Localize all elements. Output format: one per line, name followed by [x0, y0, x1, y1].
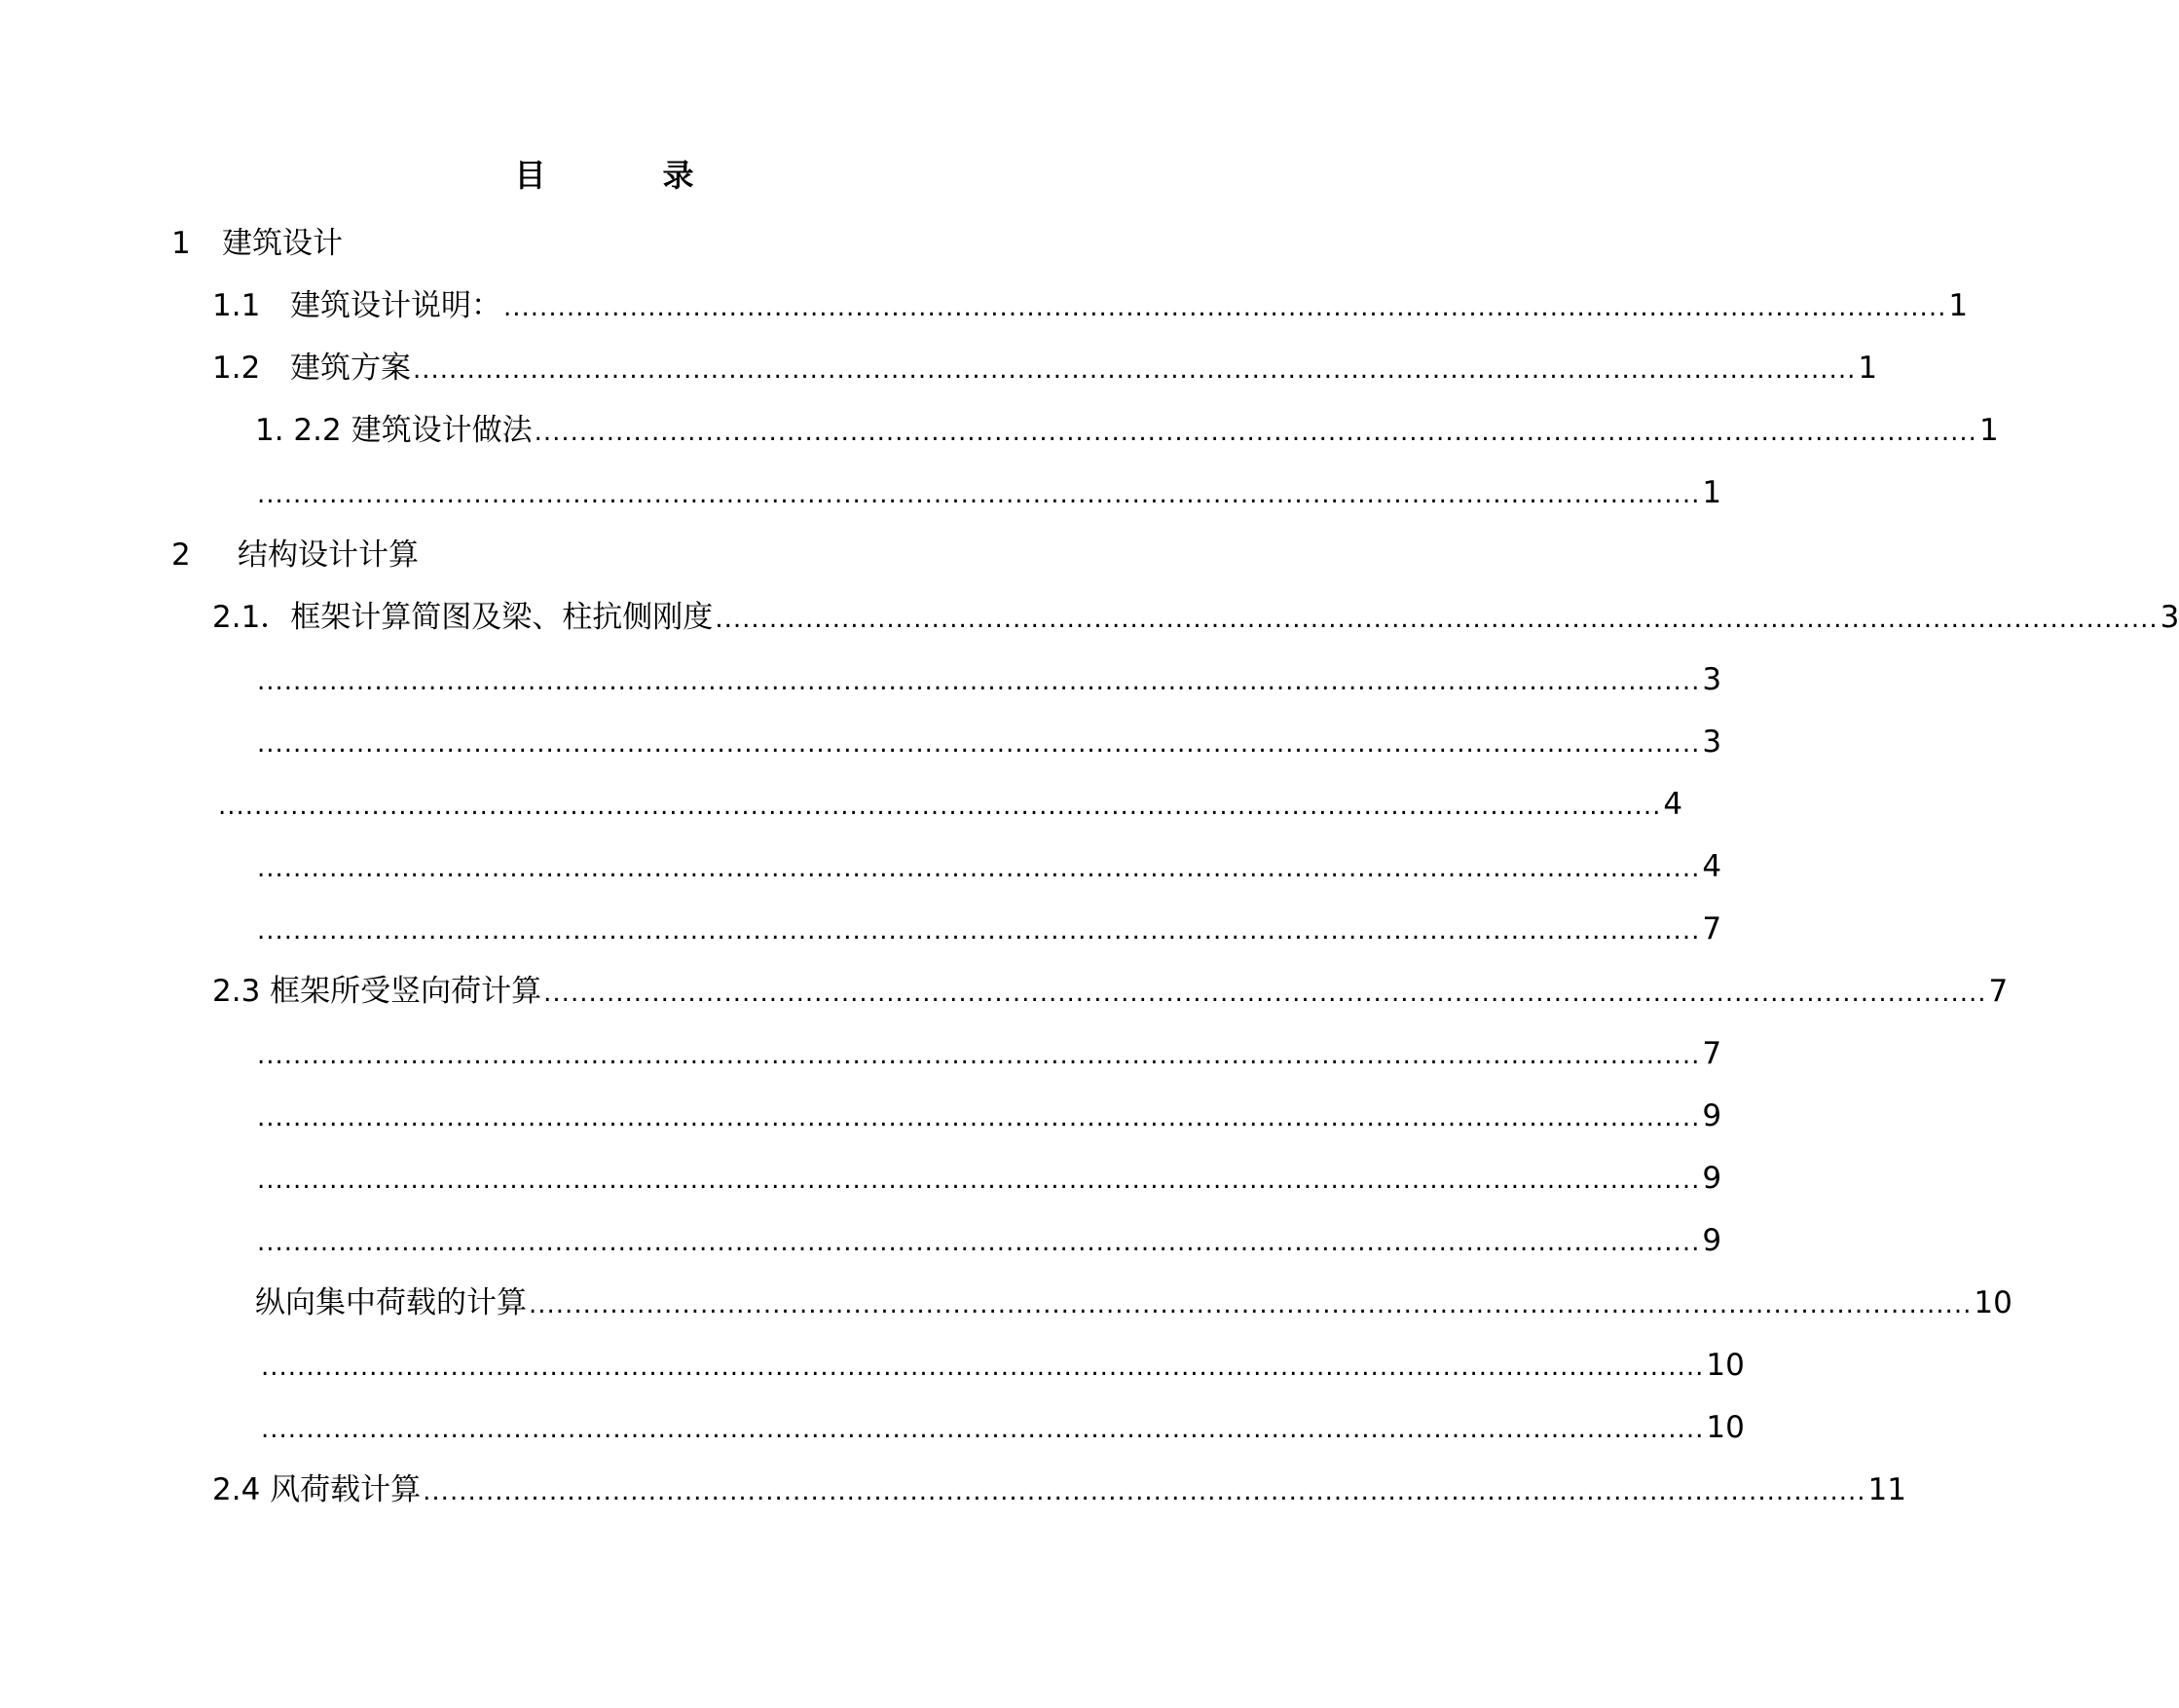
dot-leader: ................................................................................................................................................................: [257, 1166, 1701, 1195]
dot-leader: ................................................................................................................................................................: [257, 1103, 1701, 1132]
toc-entry-1-1[interactable]: [212, 284, 1969, 327]
toc-entry[interactable]: [255, 1219, 1722, 1262]
toc-entry-label: 2.3 框架所受竖向荷计算: [212, 974, 542, 1009]
dot-leader: ................................................................................................................................................................: [257, 729, 1701, 759]
toc-entry[interactable]: [255, 721, 1722, 763]
page-title: 目 录: [514, 157, 737, 194]
toc-entry-1[interactable]: [171, 222, 343, 265]
toc-entry-2-4[interactable]: [212, 1468, 1906, 1511]
toc-entry-2-3[interactable]: [212, 970, 2009, 1013]
dot-leader: ................................................................................................................................................................: [529, 1290, 1973, 1319]
toc-entry-label: 2.1．框架计算简图及梁、柱抗侧刚度: [212, 600, 714, 635]
toc-entry-page: 4: [1702, 849, 1722, 884]
toc-entry[interactable]: [255, 658, 1722, 701]
toc-entry-page: 1: [1978, 413, 1999, 448]
toc-entry-label: 结构设计计算: [238, 538, 419, 573]
toc-entry-page: 10: [1974, 1285, 2013, 1320]
toc-entry-page: 10: [1706, 1410, 1745, 1445]
dot-leader: ................................................................................................................................................................: [534, 418, 1977, 447]
toc-entry-page: 1: [1948, 288, 1969, 323]
toc-entry-page: 1: [1702, 475, 1722, 510]
toc-entry[interactable]: [255, 1032, 1722, 1075]
dot-leader: ................................................................................................................................................................: [503, 293, 1947, 322]
dot-leader: ................................................................................................................................................................: [218, 792, 1662, 821]
toc-entry-page: 11: [1867, 1472, 1906, 1507]
dot-leader: ................................................................................................................................................................: [257, 480, 1701, 509]
toc-entry[interactable]: [216, 783, 1683, 826]
toc-entry[interactable]: [255, 1095, 1722, 1137]
toc-entry-page: 9: [1702, 1161, 1722, 1196]
toc-entry[interactable]: [255, 845, 1722, 888]
toc-entry-2-1[interactable]: [212, 596, 2179, 639]
toc-entry-label: 1. 2.2 建筑设计做法: [255, 413, 533, 448]
toc-entry-page: 3: [2160, 600, 2179, 635]
dot-leader: ................................................................................................................................................................: [715, 605, 2159, 634]
dot-leader: ................................................................................................................................................................: [261, 1415, 1705, 1444]
toc-entry-page: 10: [1706, 1348, 1745, 1383]
dot-leader: ................................................................................................................................................................: [543, 979, 1987, 1008]
toc-entry-label: 建筑方案: [290, 351, 411, 386]
toc-entry-page: 7: [1988, 974, 2009, 1009]
toc-entry-page: 9: [1702, 1098, 1722, 1133]
toc-entry-page: 7: [1702, 1036, 1722, 1071]
toc-entry-page: 3: [1702, 662, 1722, 697]
toc-entry-page: 3: [1702, 724, 1722, 760]
dot-leader: ................................................................................................................................................................: [257, 667, 1701, 696]
toc-entry[interactable]: [255, 471, 1722, 514]
toc-entry[interactable]: [259, 1344, 1745, 1387]
toc-entry-label: 建筑设计说明：: [290, 288, 501, 323]
toc-entry[interactable]: [255, 1281, 2013, 1324]
toc-entry-1-2-2[interactable]: [255, 409, 1999, 452]
toc-entry[interactable]: [255, 1157, 1722, 1200]
toc-entry-page: 1: [1858, 351, 1878, 386]
dot-leader: ................................................................................................................................................................: [257, 1228, 1701, 1257]
toc-entry-number: 1.1: [212, 288, 261, 323]
toc-entry-page: 4: [1663, 787, 1683, 822]
toc-entry-1-2[interactable]: [212, 347, 1878, 390]
dot-leader: ................................................................................................................................................................: [261, 1353, 1705, 1382]
dot-leader: ................................................................................................................................................................: [257, 916, 1701, 946]
toc-entry-2[interactable]: [171, 534, 419, 576]
dot-leader: ................................................................................................................................................................: [413, 355, 1857, 385]
dot-leader: ................................................................................................................................................................: [257, 854, 1701, 883]
toc-entry[interactable]: [259, 1406, 1745, 1449]
toc-entry-label: 2.4 风荷载计算: [212, 1472, 422, 1507]
toc-entry-number: 1: [171, 226, 191, 261]
toc-entry-label: 纵向集中荷载的计算: [255, 1285, 527, 1320]
dot-leader: ................................................................................................................................................................: [423, 1477, 1866, 1506]
dot-leader: ................................................................................................................................................................: [257, 1041, 1701, 1070]
toc-entry-page: 9: [1702, 1223, 1722, 1258]
toc-entry-number: 1.2: [212, 351, 261, 386]
toc-entry-number: 2: [171, 538, 191, 573]
toc-entry-page: 7: [1702, 911, 1722, 947]
toc-entry-label: 建筑设计: [222, 226, 343, 261]
toc-entry[interactable]: [255, 908, 1722, 950]
